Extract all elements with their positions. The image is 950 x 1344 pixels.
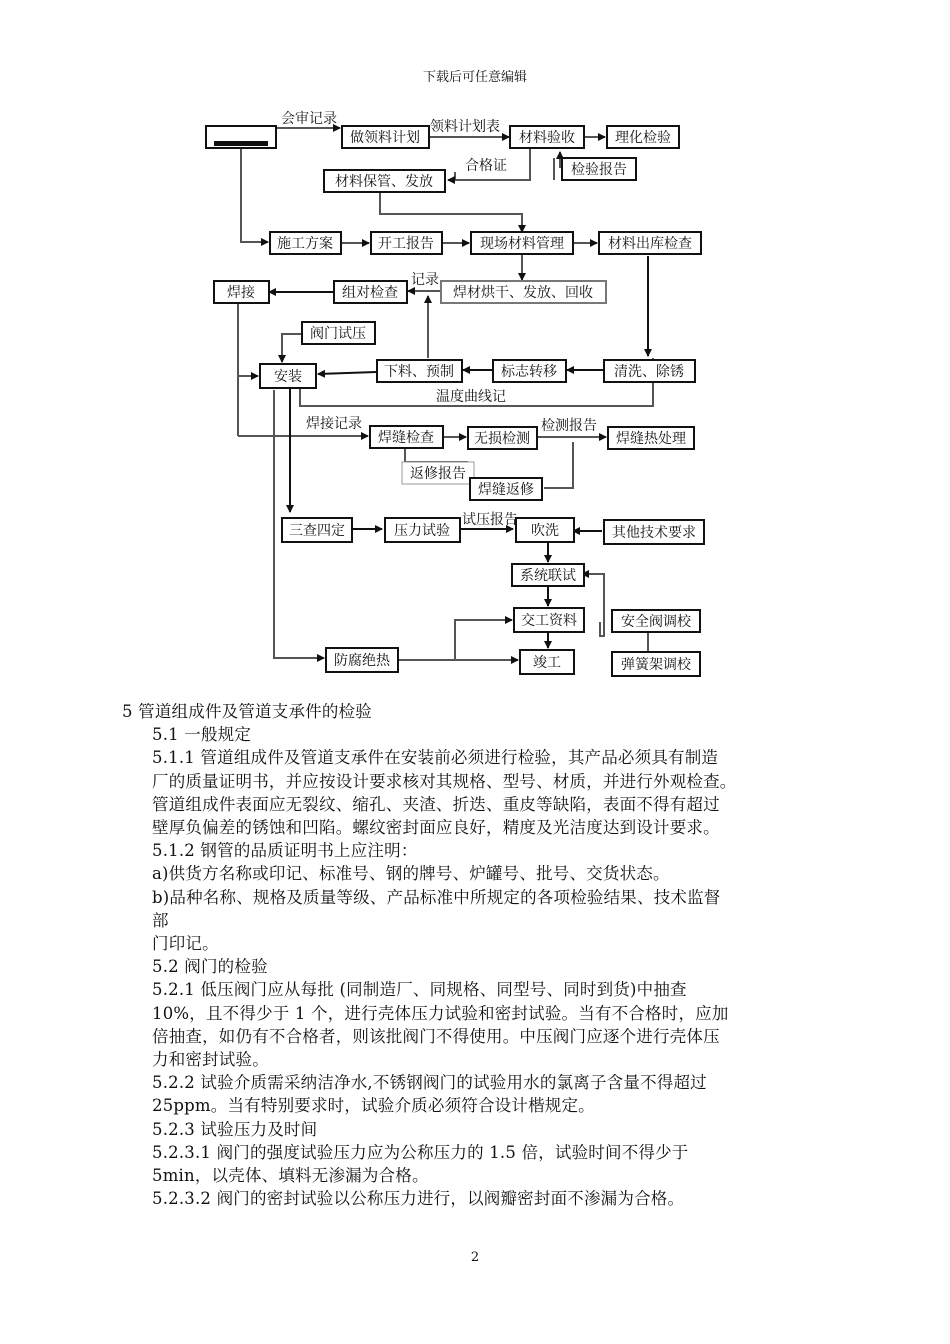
page-number: 2 (470, 1250, 480, 1265)
para-5-2-1-line1: 5.2.1 低压阀门应从每批 (同制造厂、同规格、同型号、同时到货)中抽查 (152, 980, 687, 1000)
flow-node-anzhuang (260, 364, 316, 388)
para-5-1-1-line3: 管道组成件表面应无裂纹、缩孔、夹渣、折迭、重皮等缺陷，表面不得有超过 (152, 794, 720, 814)
flow-node-jungong (520, 650, 574, 674)
svg-text:做领料计划: 做领料计划 (350, 130, 420, 146)
flow-node-yali (385, 518, 460, 542)
svg-text:阀门试压: 阀门试压 (310, 326, 366, 342)
svg-text:焊缝检查: 焊缝检查 (378, 430, 434, 446)
flow-node-qingxi (604, 360, 695, 382)
svg-text:无损检测: 无损检测 (474, 431, 530, 447)
section-5-2-heading: 5.2 阀门的检验 (152, 957, 268, 977)
svg-text:施工方案: 施工方案 (277, 236, 333, 252)
edge-label-lingliao-biao: 领料计划表 (430, 119, 500, 135)
flow-node-shigong (270, 232, 341, 254)
flow-node-xialiao (377, 360, 462, 382)
edge-label-jilu: 记录 (411, 272, 439, 288)
para-5-2-1-line4: 力和密封试验。 (152, 1050, 269, 1070)
section-5-2-3-heading: 5.2.3 试验压力及时间 (152, 1119, 318, 1139)
svg-text:返修报告: 返修报告 (410, 466, 466, 482)
svg-text:清洗、除锈: 清洗、除锈 (614, 364, 684, 380)
flow-node-hongan (441, 281, 606, 303)
para-5-1-2: 5.1.2 钢管的品质证明书上应注明： (152, 841, 418, 861)
svg-text:三查四定: 三查四定 (289, 523, 345, 539)
svg-text:理化检验: 理化检验 (615, 130, 671, 146)
para-5-2-2-line1: 5.2.2 试验介质需采纳洁净水,不锈钢阀门的试验用水的氯离子含量不得超过 (152, 1073, 707, 1093)
flow-start-node (206, 126, 276, 148)
svg-text:安装: 安装 (274, 369, 302, 385)
flow-node-chuku (599, 232, 701, 254)
flow-node-chuixi (516, 518, 574, 542)
edge-label-wendu: 温度曲线记 (436, 389, 506, 405)
para-5-2-3-2: 5.2.3.2 阀门的密封试验以公称压力进行，以阀瓣密封面不渗漏为合格。 (152, 1189, 685, 1209)
flow-node-rechuli (608, 427, 694, 449)
flow-node-fangfu (326, 648, 398, 672)
page-header: 下载后可任意编辑 (422, 70, 527, 85)
svg-text:交工资料: 交工资料 (521, 613, 577, 629)
edge-label-shiya-baogao: 试压报告 (462, 512, 518, 528)
svg-text:现场材料管理: 现场材料管理 (480, 236, 564, 252)
flow-node-jiaogong (514, 608, 584, 632)
para-5-1-1-line1: 5.1.1 管道组成件及管道支承件在安装前必须进行检验，其产品必须具有制造 (152, 748, 719, 768)
flow-node-lihua (607, 126, 679, 148)
para-5-1-1-line2: 厂的质量证明书，并应按设计要求核对其规格、型号、材质，并进行外观检查。 (152, 771, 737, 791)
flow-node-cailiao-yanshou (510, 126, 584, 148)
para-5-2-1-line3: 倍抽查，如仍有不合格者，则该批阀门不得使用。中压阀门应逐个进行壳体压 (152, 1026, 720, 1046)
svg-text:焊缝热处理: 焊缝热处理 (616, 431, 686, 447)
svg-text:下料、预制: 下料、预制 (384, 364, 454, 380)
list-item-b-line1: b)品种名称、规格及质量等级、产品标准中所规定的各项检验结果、技术监督 (152, 887, 721, 907)
flow-node-fanxiu (470, 478, 542, 500)
svg-text:检验报告: 检验报告 (571, 162, 627, 178)
edge-label-jiance-baogao: 检测报告 (541, 418, 597, 434)
flow-node-anquan (612, 610, 700, 632)
svg-text:系统联试: 系统联试 (520, 568, 576, 584)
flow-node-kaigong (371, 232, 442, 254)
flow-node-famen (302, 322, 375, 344)
svg-text:材料保管、发放: 材料保管、发放 (335, 174, 433, 190)
svg-text:竣工: 竣工 (533, 655, 561, 671)
list-item-b-line2: 部 (152, 910, 169, 930)
flow-node-sancha (282, 518, 352, 542)
flow-node-qita (604, 520, 704, 544)
flow-node-fanxiu-baogao (402, 462, 474, 484)
flow-node-zudui (334, 281, 407, 303)
flow-node-hanjie (214, 281, 269, 303)
flow-node-biaozhi (493, 360, 566, 382)
flow-node-jianyan-baogao (562, 158, 636, 180)
flow-node-hanfeng (370, 426, 443, 448)
svg-text:焊材烘干、发放、回收: 焊材烘干、发放、回收 (453, 285, 593, 301)
svg-text:安全阀调校: 安全阀调校 (621, 614, 691, 630)
svg-text:组对检查: 组对检查 (342, 285, 398, 301)
section-5-heading: 5 管道组成件及管道支承件的检验 (122, 702, 372, 721)
list-item-a: a)供货方名称或印记、标准号、钢的牌号、炉罐号、批号、交货状态。 (152, 864, 670, 884)
flow-node-baoguan (324, 170, 445, 192)
para-5-2-3-1-line1: 5.2.3.1 阀门的强度试验压力应为公称压力的 1.5 倍，试验时间不得少于 (152, 1142, 689, 1162)
para-5-1-1-line4: 壁厚负偏差的锈蚀和凹陷。螺纹密封面应良好，精度及光洁度达到设计要求。 (152, 818, 720, 838)
para-5-2-2-line2: 25ppm。当有特别要求时，试验介质必须符合设计楷规定。 (152, 1096, 595, 1116)
flow-node-lianshi (512, 564, 584, 586)
svg-text:标志转移: 标志转移 (501, 364, 557, 380)
svg-text:防腐绝热: 防腐绝热 (334, 653, 390, 669)
para-5-2-1-line2: 10%，且不得少于 1 个，进行壳体压力试验和密封试验。当有不合格时，应加 (152, 1003, 729, 1023)
para-5-2-3-1-line2: 5min，以壳体、填料无渗漏为合格。 (152, 1166, 429, 1186)
document-body (122, 700, 832, 1210)
flow-node-xianchang (471, 232, 573, 254)
edge-label-hegezheng: 合格证 (465, 158, 507, 174)
list-item-b-line3: 门印记。 (152, 934, 219, 954)
svg-text:其他技术要求: 其他技术要求 (612, 525, 696, 541)
svg-text:开工报告: 开工报告 (378, 236, 434, 252)
svg-text:焊缝返修: 焊缝返修 (478, 482, 534, 498)
svg-text:压力试验: 压力试验 (394, 523, 450, 539)
svg-text:吹洗: 吹洗 (531, 523, 559, 539)
flow-node-wusun (468, 427, 537, 449)
flow-node-tanhuang (612, 652, 700, 676)
svg-text:焊接: 焊接 (227, 285, 255, 301)
section-5-1-heading: 5.1 一般规定 (152, 725, 252, 745)
edge-label-huishen: 会审记录 (281, 111, 337, 127)
svg-text:材料出库检查: 材料出库检查 (608, 236, 692, 252)
flow-node-lingliao (342, 126, 429, 148)
edge-label-hanjie-jilu: 焊接记录 (306, 416, 362, 432)
svg-text:材料验收: 材料验收 (519, 130, 575, 146)
svg-text:弹簧架调校: 弹簧架调校 (621, 657, 691, 673)
